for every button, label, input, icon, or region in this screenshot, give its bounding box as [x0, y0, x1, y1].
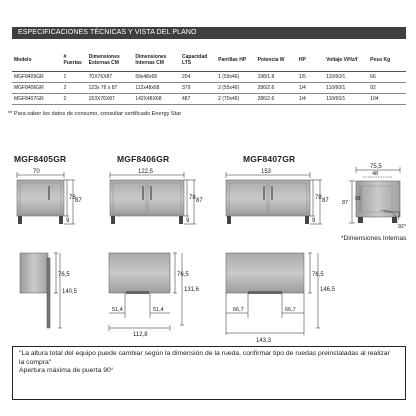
- table-cell: 110/60/1: [324, 83, 368, 94]
- table-cell: 112x48x68: [133, 83, 180, 94]
- table-cell: 198/1.8: [256, 72, 297, 83]
- table-cell: 1: [61, 72, 86, 83]
- front-view-model-2: [110, 172, 196, 224]
- table-cell: 2 (55x46): [216, 83, 255, 94]
- table-cell: 379: [180, 83, 216, 94]
- dim-m2-width: 122,5: [138, 169, 154, 175]
- dim-m3-width: 153: [261, 169, 272, 175]
- table-cell: 110/60/1: [324, 72, 368, 83]
- footer-line-1: "La altura total del equipo puede cambiar según la dimensión de la rueda, confirmar tipo de ruedas preinstaladas al realizar: [19, 350, 390, 357]
- table-cell: MGF8407GR: [12, 94, 61, 105]
- dim-m3-height: 87: [322, 198, 329, 204]
- table-cell: 70X76X87: [87, 72, 134, 83]
- table-cell: 2: [61, 83, 86, 94]
- dim-m2-height: 87: [196, 198, 203, 204]
- table-cell: 153X76X87: [87, 94, 134, 105]
- model-title-1: MGF8405GR: [14, 154, 67, 164]
- dim-open1-total: 140,5: [62, 289, 78, 295]
- dim-door3-total: 143,3: [256, 338, 272, 344]
- energy-star-note: ** Para saber los datos de consumo, consultar certificado Energy Star: [8, 111, 182, 117]
- dim-m2-base: 9: [186, 218, 190, 224]
- model-title-2: MGF8406GR: [117, 154, 170, 164]
- dim-open1-inner: 76,5: [58, 272, 70, 278]
- open-view-model-3: [226, 253, 320, 335]
- table-cell: 92: [368, 83, 406, 94]
- dim-side-angle: 92°: [398, 224, 407, 230]
- internal-dimensions-note: *Dimensiones Internas: [341, 235, 407, 242]
- table-cell: 487: [180, 94, 216, 105]
- table-cell: 1/4: [297, 83, 324, 94]
- dim-side-height: 87: [342, 200, 349, 206]
- dim-door2-b: 51,4: [153, 307, 164, 313]
- dim-m1-base: 9: [66, 218, 70, 224]
- dim-m2-inner-height: 78: [189, 195, 196, 201]
- table-cell: 286/2.6: [256, 94, 297, 105]
- dim-open2-inner: 76,5: [177, 272, 189, 278]
- dim-m1-width: 70: [33, 169, 40, 175]
- table-cell: 1/4: [297, 94, 324, 105]
- table-cell: 142X48X68: [133, 94, 180, 105]
- table-cell: 2 (70x46): [216, 94, 255, 105]
- dim-side-inner-depth: 48: [372, 171, 379, 177]
- table-cell: 123x 76 x 87: [87, 83, 134, 94]
- dim-m3-base: 9: [312, 218, 316, 224]
- table-cell: 1/5: [297, 72, 324, 83]
- front-view-model-1: [17, 172, 75, 224]
- col-header: Dimensiones Externas CM: [87, 49, 134, 72]
- dim-side-inner-height: 68: [355, 196, 361, 202]
- col-header: Capacidad LTS: [180, 49, 216, 72]
- open-view-model-1: [20, 253, 62, 328]
- table-cell: MGF8406GR: [12, 83, 61, 94]
- table-cell: 2: [61, 94, 86, 105]
- dim-m1-inner-height: 78: [69, 195, 76, 201]
- dim-door3-b: 66,7: [285, 307, 296, 313]
- dim-door3-a: 66,7: [233, 307, 244, 313]
- dim-door2-total: 112,8: [133, 332, 148, 338]
- dim-door2-a: 51,4: [112, 307, 123, 313]
- table-cell: 1 (59x46): [216, 72, 255, 83]
- table-cell: MGF8405GR: [12, 72, 61, 83]
- section-header: ESPECIFICACIONES TÉCNICAS Y VISTA DEL PLANO: [12, 27, 406, 39]
- col-header: Dimensiones Internas CM: [133, 49, 180, 72]
- footer-line-2: la compra": [19, 358, 52, 366]
- dim-open2-total: 131,6: [184, 287, 200, 293]
- col-header: Potencia W: [256, 49, 297, 72]
- dim-open3-inner: 76,5: [312, 272, 324, 278]
- col-header: Modelo: [12, 49, 61, 72]
- col-header: Parrillas HP: [216, 49, 255, 72]
- footer-note-box: [12, 346, 406, 400]
- col-header: # Puertas: [61, 49, 86, 72]
- col-header: HP: [297, 49, 324, 72]
- front-view-model-3: [226, 172, 322, 224]
- dim-open3-total: 146,5: [320, 287, 336, 293]
- col-header: Voltaje V/Hz/f: [324, 49, 368, 72]
- footer-line-3: Apertura máxima de puerta 90°: [19, 367, 114, 375]
- dim-side-depth: 75,5: [370, 164, 382, 170]
- col-header: Peso Kg: [368, 49, 406, 72]
- open-view-model-2: [109, 253, 184, 331]
- table-cell: 104: [368, 94, 406, 105]
- table-cell: 59x48x68: [133, 72, 180, 83]
- table-cell: 66: [368, 72, 406, 83]
- table-cell: 286/2.6: [256, 83, 297, 94]
- table-cell: 110/60/1: [324, 94, 368, 105]
- model-title-3: MGF8407GR: [243, 154, 296, 164]
- dim-m3-inner-height: 78: [315, 195, 322, 201]
- table-cell: 204: [180, 72, 216, 83]
- dim-m1-height: 87: [75, 198, 82, 204]
